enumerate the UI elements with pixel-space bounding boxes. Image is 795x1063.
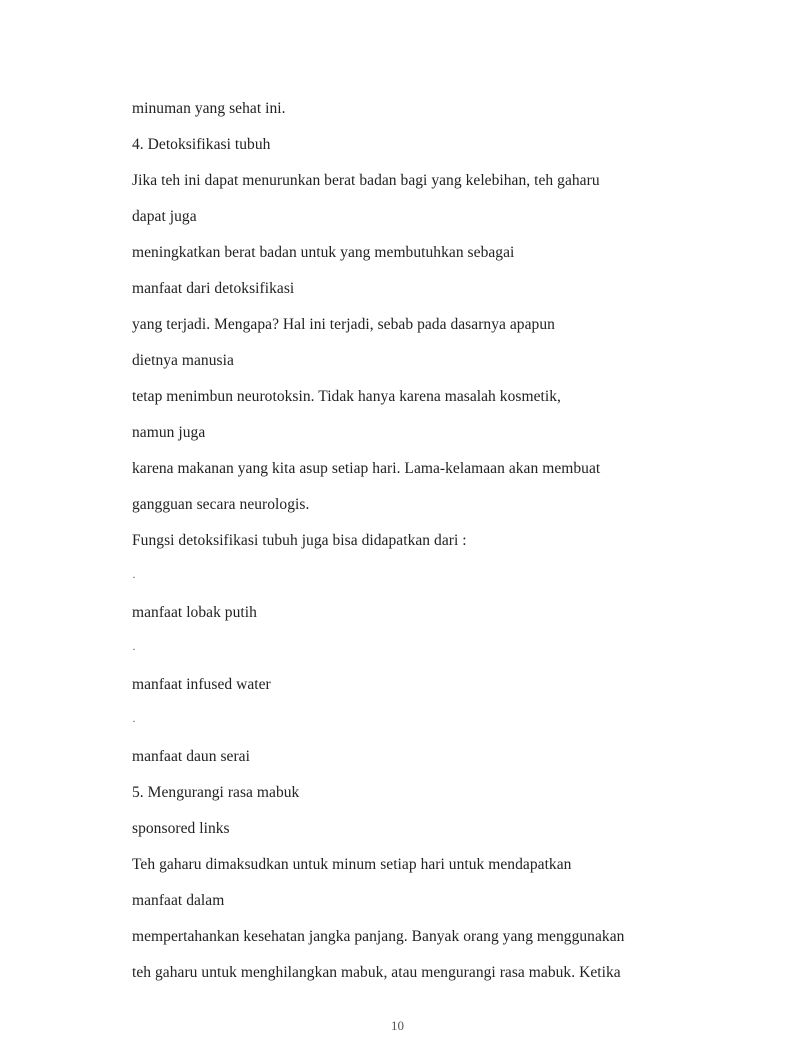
text-line: Jika teh ini dapat menurunkan berat badan bagi yang kelebihan, teh gaharu <box>132 172 600 189</box>
text-line: Teh gaharu dimaksudkan untuk minum setiap hari untuk mendapatkan <box>132 856 572 873</box>
text-line: yang terjadi. Mengapa? Hal ini terjadi, sebab pada dasarnya apapun <box>132 316 555 333</box>
body-text <box>132 97 692 997</box>
text-line: mempertahankan kesehatan jangka panjang. Banyak orang yang menggunakan <box>132 928 625 945</box>
bullet-dot: · <box>132 570 137 584</box>
list-item: manfaat infused water <box>132 676 271 693</box>
text-line: meningkatkan berat badan untuk yang membutuhkan sebagai <box>132 244 515 261</box>
bullet-dot: · <box>132 642 137 656</box>
page-number: 10 <box>391 1018 404 1033</box>
text-line: gangguan secara neurologis. <box>132 496 310 513</box>
text-line: manfaat dari detoksifikasi <box>132 280 295 297</box>
text-line: manfaat dalam <box>132 892 225 909</box>
text-line: namun juga <box>132 424 206 441</box>
section-heading: 4. Detoksifikasi tubuh <box>132 136 271 153</box>
text-line: sponsored links <box>132 820 230 837</box>
text-line: Fungsi detoksifikasi tubuh juga bisa didapatkan dari : <box>132 532 467 549</box>
section-heading: 5. Mengurangi rasa mabuk <box>132 784 300 801</box>
text-line: teh gaharu untuk menghilangkan mabuk, atau mengurangi rasa mabuk. Ketika <box>132 964 621 981</box>
text-line: tetap menimbun neurotoksin. Tidak hanya karena masalah kosmetik, <box>132 388 561 405</box>
text-line: dapat juga <box>132 208 197 225</box>
text-line: minuman yang sehat ini. <box>132 100 286 117</box>
list-item: manfaat daun serai <box>132 748 250 765</box>
list-item: manfaat lobak putih <box>132 604 257 621</box>
text-line: dietnya manusia <box>132 352 234 369</box>
bullet-dot: · <box>132 714 137 728</box>
text-line: karena makanan yang kita asup setiap hari. Lama-kelamaan akan membuat <box>132 460 601 477</box>
